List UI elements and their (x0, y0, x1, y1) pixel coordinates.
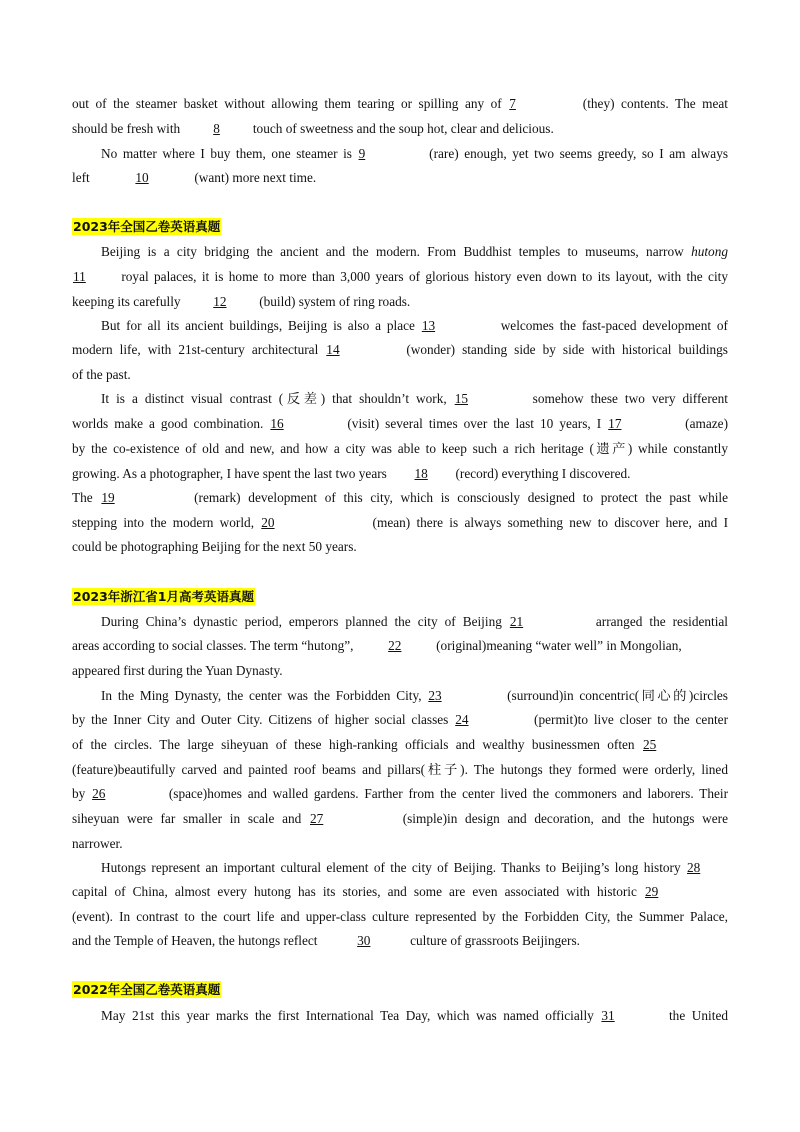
paragraph-line: left 10 (want) more next time. (72, 170, 317, 185)
blank-21[interactable]: 21 (509, 614, 524, 629)
paragraph-line: It is a distinct visual contrast (反差) that shouldn’t work, 15 somehow these two very different (101, 391, 728, 406)
paragraph-line: (event). In contrast to the court life and upper-class culture represented by the Forbidden City, the Summer Palace, (72, 909, 728, 924)
blank-26[interactable]: 26 (92, 786, 106, 801)
blank-29[interactable]: 29 (645, 884, 659, 899)
blank-22[interactable]: 22 (388, 638, 402, 653)
paragraph-line: appeared first during the Yuan Dynasty. (72, 663, 283, 678)
paragraph-line: Hutongs represent an important cultural element of the city of Beijing. Thanks to Beijing’s long history 28 (101, 860, 728, 876)
blank-9[interactable]: 9 (358, 146, 366, 161)
paragraph-line: worlds make a good combination. 16 (visit) several times over the last 10 years, I 17 (amaze) (72, 416, 728, 431)
paragraph-line: by 26 (space)homes and walled gardens. Farther from the center lived the commoners and laborers. Their (72, 786, 728, 801)
blank-19[interactable]: 19 (101, 490, 115, 505)
paragraph-line: narrower. (72, 836, 123, 851)
paragraph-line: (feature)beautifully carved and painted roof beams and pillars(柱子). The hutongs they formed were orderly, lined (72, 762, 728, 777)
blank-15[interactable]: 15 (454, 391, 468, 406)
paragraph-line: No matter where I buy them, one steamer is 9 (rare) enough, yet two seems greedy, so I am always (101, 146, 729, 161)
paragraph-line: by the Inner City and Outer City. Citizens of higher social classes 24 (permit)to live closer to the center (72, 712, 729, 727)
blank-10[interactable]: 10 (135, 170, 149, 185)
paragraph-line: In the Ming Dynasty, the center was the Forbidden City, 23 (surround)in concentric(同心的)circles (101, 688, 728, 703)
paragraph-line: out of the steamer basket without allowing them tearing or spilling any of 7 (they) contents. The meat (72, 96, 728, 111)
blank-31[interactable]: 31 (601, 1008, 615, 1023)
blank-28[interactable]: 28 (687, 860, 701, 875)
blank-18[interactable]: 18 (414, 466, 428, 481)
blank-16[interactable]: 16 (270, 416, 284, 431)
paragraph-line: of the circles. The large siheyuan of these high-ranking officials and wealthy businessmen often 25 (72, 737, 728, 753)
section-heading: 2023年浙江省1月高考英语真题 (73, 589, 254, 604)
blank-27[interactable]: 27 (310, 811, 324, 826)
blank-25[interactable]: 25 (643, 737, 657, 752)
paragraph-line: 11 royal palaces, it is home to more than 3,000 years of glorious history even down to its layout, with the city (73, 269, 728, 284)
blank-12[interactable]: 12 (213, 294, 227, 309)
blank-23[interactable]: 23 (428, 688, 442, 703)
section-heading: 2022年全国乙卷英语真题 (73, 982, 221, 997)
paragraph-line: of the past. (72, 367, 131, 382)
blank-14[interactable]: 14 (326, 342, 340, 357)
paragraph-line: by the co-existence of old and new, and how a city was able to keep such a rich heritage (遗产) while constantly (72, 441, 728, 456)
paragraph-line: modern life, with 21st-century architectural 14 (wonder) standing side by side with historical buildings (72, 342, 728, 357)
paragraph-line: stepping into the modern world, 20 (mean) there is always something new to discover here, and I (72, 515, 728, 530)
paragraph-line: During China’s dynastic period, emperors planned the city of Beijing 21 arranged the residential (101, 614, 729, 629)
blank-24[interactable]: 24 (455, 712, 469, 727)
blank-30[interactable]: 30 (357, 933, 371, 948)
paragraph-line: Beijing is a city bridging the ancient and the modern. From Buddhist temples to museums, narrow hutong (101, 244, 728, 259)
paragraph-line: capital of China, almost every hutong has its stories, and some are even associated with historic 29 (72, 884, 728, 900)
blank-20[interactable]: 20 (261, 515, 275, 530)
section-heading: 2023年全国乙卷英语真题 (73, 219, 221, 234)
paragraph-line: May 21st this year marks the first International Tea Day, which was named officially 31 the United (101, 1008, 728, 1023)
paragraph-line: should be fresh with 8 touch of sweetness and the soup hot, clear and delicious. (72, 121, 554, 136)
paragraph-line: siheyuan were far smaller in scale and 27 (simple)in design and decoration, and the hutongs were (72, 811, 728, 826)
paragraph-line: and the Temple of Heaven, the hutongs reflect 30 culture of grassroots Beijingers. (72, 933, 580, 948)
blank-7[interactable]: 7 (509, 96, 516, 111)
paragraph-line: areas according to social classes. The term “hutong”, 22 (original)meaning “water well” in Mongolian, (72, 638, 682, 653)
paragraph-line: could be photographing Beijing for the next 50 years. (72, 539, 357, 554)
blank-13[interactable]: 13 (421, 318, 436, 333)
paragraph-line: But for all its ancient buildings, Beijing is also a place 13 welcomes the fast-paced development of (101, 318, 728, 333)
paragraph-line: The 19 (remark) development of this city, which is consciously designed to protect the past while (72, 490, 729, 505)
blank-17[interactable]: 17 (608, 416, 622, 431)
blank-8[interactable]: 8 (213, 121, 220, 136)
blank-11[interactable]: 11 (73, 269, 86, 284)
paragraph-line: growing. As a photographer, I have spent the last two years 18 (record) everything I discovered. (72, 466, 631, 481)
paragraph-line: keeping its carefully 12 (build) system of ring roads. (72, 294, 411, 309)
